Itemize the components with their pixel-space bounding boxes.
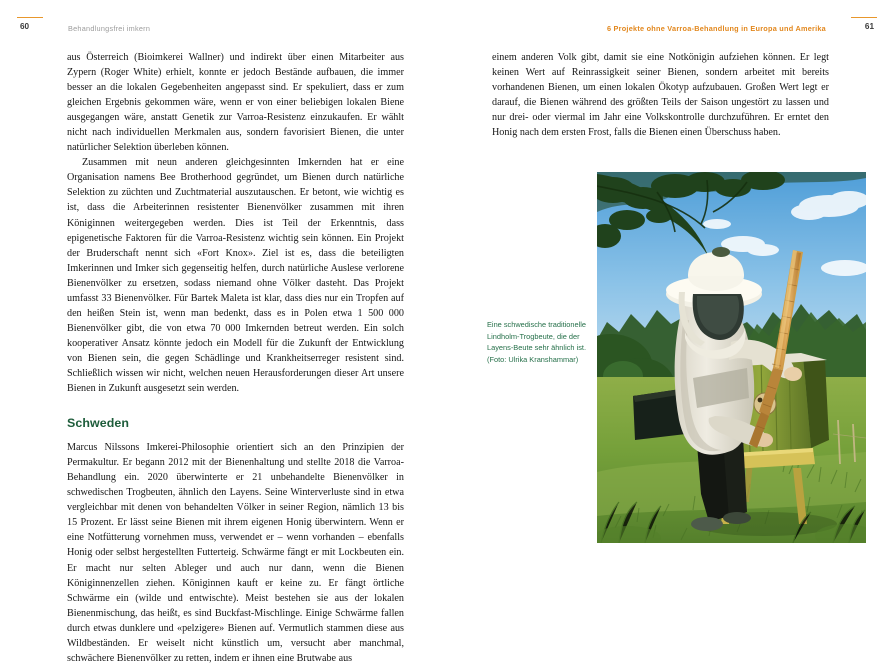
body-text-left-page xyxy=(67,50,404,666)
folio-left: 60 xyxy=(20,22,30,31)
paragraph: aus Österreich (Bioimkerei Wallner) und indirekt über einen Mitarbeiter aus Zypern (Roger White) erhielt, konnte er jedoch Bestände aufbauen, die immer besser an die lokalen Gegebenheiten angepasst sind. Er spekuliert, dass er zum gleichen Ergebnis gekommen wäre, wenn er von einer beliebigen lokalen Biene ausgegangen wäre, anstatt Genetik zur Varroa-Resistenz einzukaufen. Er wählt nicht nach individuellen Merkmalen aus, sondern favorisiert Bienen, die unter natürlicher Selektion überleben können. xyxy=(67,52,404,154)
paragraph: einem anderen Volk gibt, damit sie eine Notkönigin aufziehen können. Er legt keinen Wert auf Reinrassigkeit seiner Bienen, sondern arbeitet mit bereits vorhandenen Bienen, um einen lokalen Ökotyp aufzubauen. Großen Wert legt er darauf, die Bienen während des größten Teils der Saison ungestört zu lassen und nur drei- oder viermal im Jahr eine Volkskontrolle durchzuführen. Er erntet den Honig nach dem ersten Frost, falls die Bienen einen Überschuss haben. xyxy=(492,52,829,139)
paragraph: Zusammen mit neun anderen gleichgesinnten Imkernden hat er eine Organisation namens Bee Brotherhood gegründet, um Bienen durch natürliche Selektion zu züchten und Zuchtmaterial auszutauschen. Er betont, wie wichtig es ist, dass die Arbeiterinnen resistenter Bienenvölker zusammen mit ihren Königinnen weitergegeben werden. Dies ist Teil der Erkenntnis, dass epigenetische Faktoren für die Varroa-Resistenz wichtig sein können. Ein Projekt der Bruderschaft nennt sich «Fort Knox». Ziel ist es, dass die beteiligten Imkerinnen und Imker sich gegenseitig helfen, durch natürliche Auslese verlorene Bienenvölker zu ersetzen, sodass niemand ohne Völker dasteht. Das Projekt umfasst 33 Bienenvölker. Für Bartek Maleta ist klar, dass dies nur ein Tropfen auf den heißen Stein ist, wenn man bedenkt, dass es in Polen etwa 1 500 000 Bienenvölker gibt, die von etwa 70 000 Imkernden betreut werden. Ein solch kooperativer Ansatz könnte jedoch ein Modell für die Zukunft der Entwicklung von Bienen sein, die gegen Schädlinge und Krankheitserreger resistent sind. Schließlich wissen wir nicht, welchen neuen Herausforderungen dieser Art unsere Bienen in Zukunft ausgesetzt sein werden. xyxy=(67,157,404,395)
running-head-left: Behandlungsfrei imkern xyxy=(68,24,151,33)
photo-illustration xyxy=(597,172,866,543)
photo-beekeeper-at-trough-hive xyxy=(597,172,866,543)
running-head-right: 6 Projekte ohne Varroa-Behandlung in Europa und Amerika xyxy=(606,24,826,33)
figure-caption: Eine schwedische traditionelle Lindholm-Trogbeute, die der Layens-Beute sehr ähnlich ist. (Foto: Ulrika Kranshammar) xyxy=(487,320,587,364)
section-heading-schweden: Schweden xyxy=(67,416,130,431)
folio-rule-right xyxy=(851,17,877,18)
folio-rule-left xyxy=(17,17,43,18)
paragraph: Marcus Nilssons Imkerei-Philosophie orientiert sich an den Prinzipien der Permakultur. Er begann 2012 mit der Bienenhaltung und stellte 2018 die Varroa-Behandlung ein. 2020 überwinterte er 21 unbehandelte Bienenvölker in schwedischen Trogbeuten, ähnlich den Layens. Seine Winterverluste sind in etwa vergleichbar mit denen von behandelten Völker in seiner Region, nämlich 13 bis 15 Prozent. Er lässt seine Bienen mit ihrem eigenen Honig überwintern. Wenn er eine Notfütterung vornehmen muss, verwendet er – wenn vorhanden – ebenfalls Honig oder selbst hergestellten Futterteig. Schwärme fängt er mit Lockbeuten ein. Er macht nur selten Ableger und auch nur dann, wenn die Bienen Königinnenzellen ziehen. Königinnen kauft er keine zu. Er fängt örtliche Schwärme ein (wilde und entwischte). Meist bestehen sie aus der lokalen Bienenmischung, das heißt, es sind Buckfast-Mischlinge. Einige Schwärme fallen durch etwas dunklere und «pelzigere» Bienen auf. Vermutlich stammen diese aus Wildbeständen. Er weiselt nicht künstlich um, versucht aber manchmal, schwächere Bienenvölker zu retten, indem er ihnen eine Brutwabe aus xyxy=(67,442,404,664)
figure-block xyxy=(597,172,866,543)
folio-right: 61 xyxy=(864,22,874,31)
body-text-right-page xyxy=(492,50,829,140)
